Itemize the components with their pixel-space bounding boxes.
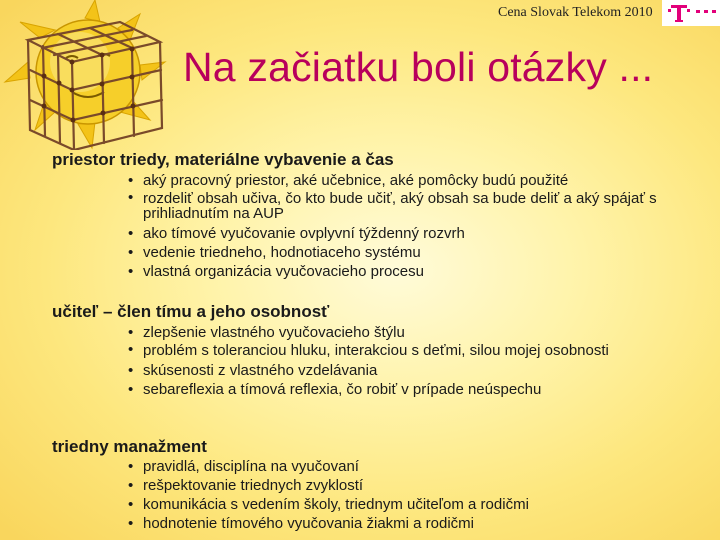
list-item: • aký pracovný priestor, aké učebnice, aké pomôcky budú použité bbox=[128, 171, 698, 190]
section-heading-classroom: priestor triedy, materiálne vybavenie a čas bbox=[52, 150, 394, 169]
list-item: • vlastná organizácia vyučovacieho procesu bbox=[128, 262, 698, 281]
telekom-t-logo bbox=[662, 0, 720, 26]
list-item: • hodnotenie tímového vyučovania žiakmi a rodičmi bbox=[128, 514, 698, 533]
list-item: • pravidlá, disciplína na vyučovaní bbox=[128, 457, 698, 476]
list-item: • problém s toleranciou hluku, interakciou s deťmi, silou mojej osobnosti bbox=[128, 342, 698, 361]
list-item: • skúsenosti z vlastného vzdelávania bbox=[128, 361, 698, 380]
list-item: • rozdeliť obsah učiva, čo kto bude učiť, aký obsah sa bude deliť a aký spájať s prihliadnutím na AUP bbox=[128, 190, 698, 224]
list-item: • ako tímové vyučovanie ovplyvní týždenný rozvrh bbox=[128, 224, 698, 243]
list-item: • komunikácia s vedením školy, triednym učiteľom a rodičmi bbox=[128, 495, 698, 514]
list-item: • zlepšenie vlastného vyučovacieho štýlu bbox=[128, 323, 698, 342]
list-item: • rešpektovanie triednych zvyklostí bbox=[128, 476, 698, 495]
section-list-teacher bbox=[128, 323, 698, 399]
sun-in-cube-drawing-icon bbox=[0, 0, 180, 150]
section-list-classroom bbox=[128, 171, 698, 281]
section-list-management bbox=[128, 457, 698, 533]
header-caption: Cena Slovak Telekom 2010 bbox=[498, 5, 653, 20]
list-item: • sebareflexia a tímová reflexia, čo robiť v prípade neúspechu bbox=[128, 380, 698, 399]
section-heading-teacher: učiteľ – člen tímu a jeho osobnosť bbox=[52, 302, 330, 321]
section-heading-management: triedny manažment bbox=[52, 437, 207, 456]
telekom-logo bbox=[662, 0, 720, 26]
list-item: • vedenie triedneho, hodnotiaceho systému bbox=[128, 243, 698, 262]
page-title: Na začiatku boli otázky ... bbox=[183, 44, 654, 90]
